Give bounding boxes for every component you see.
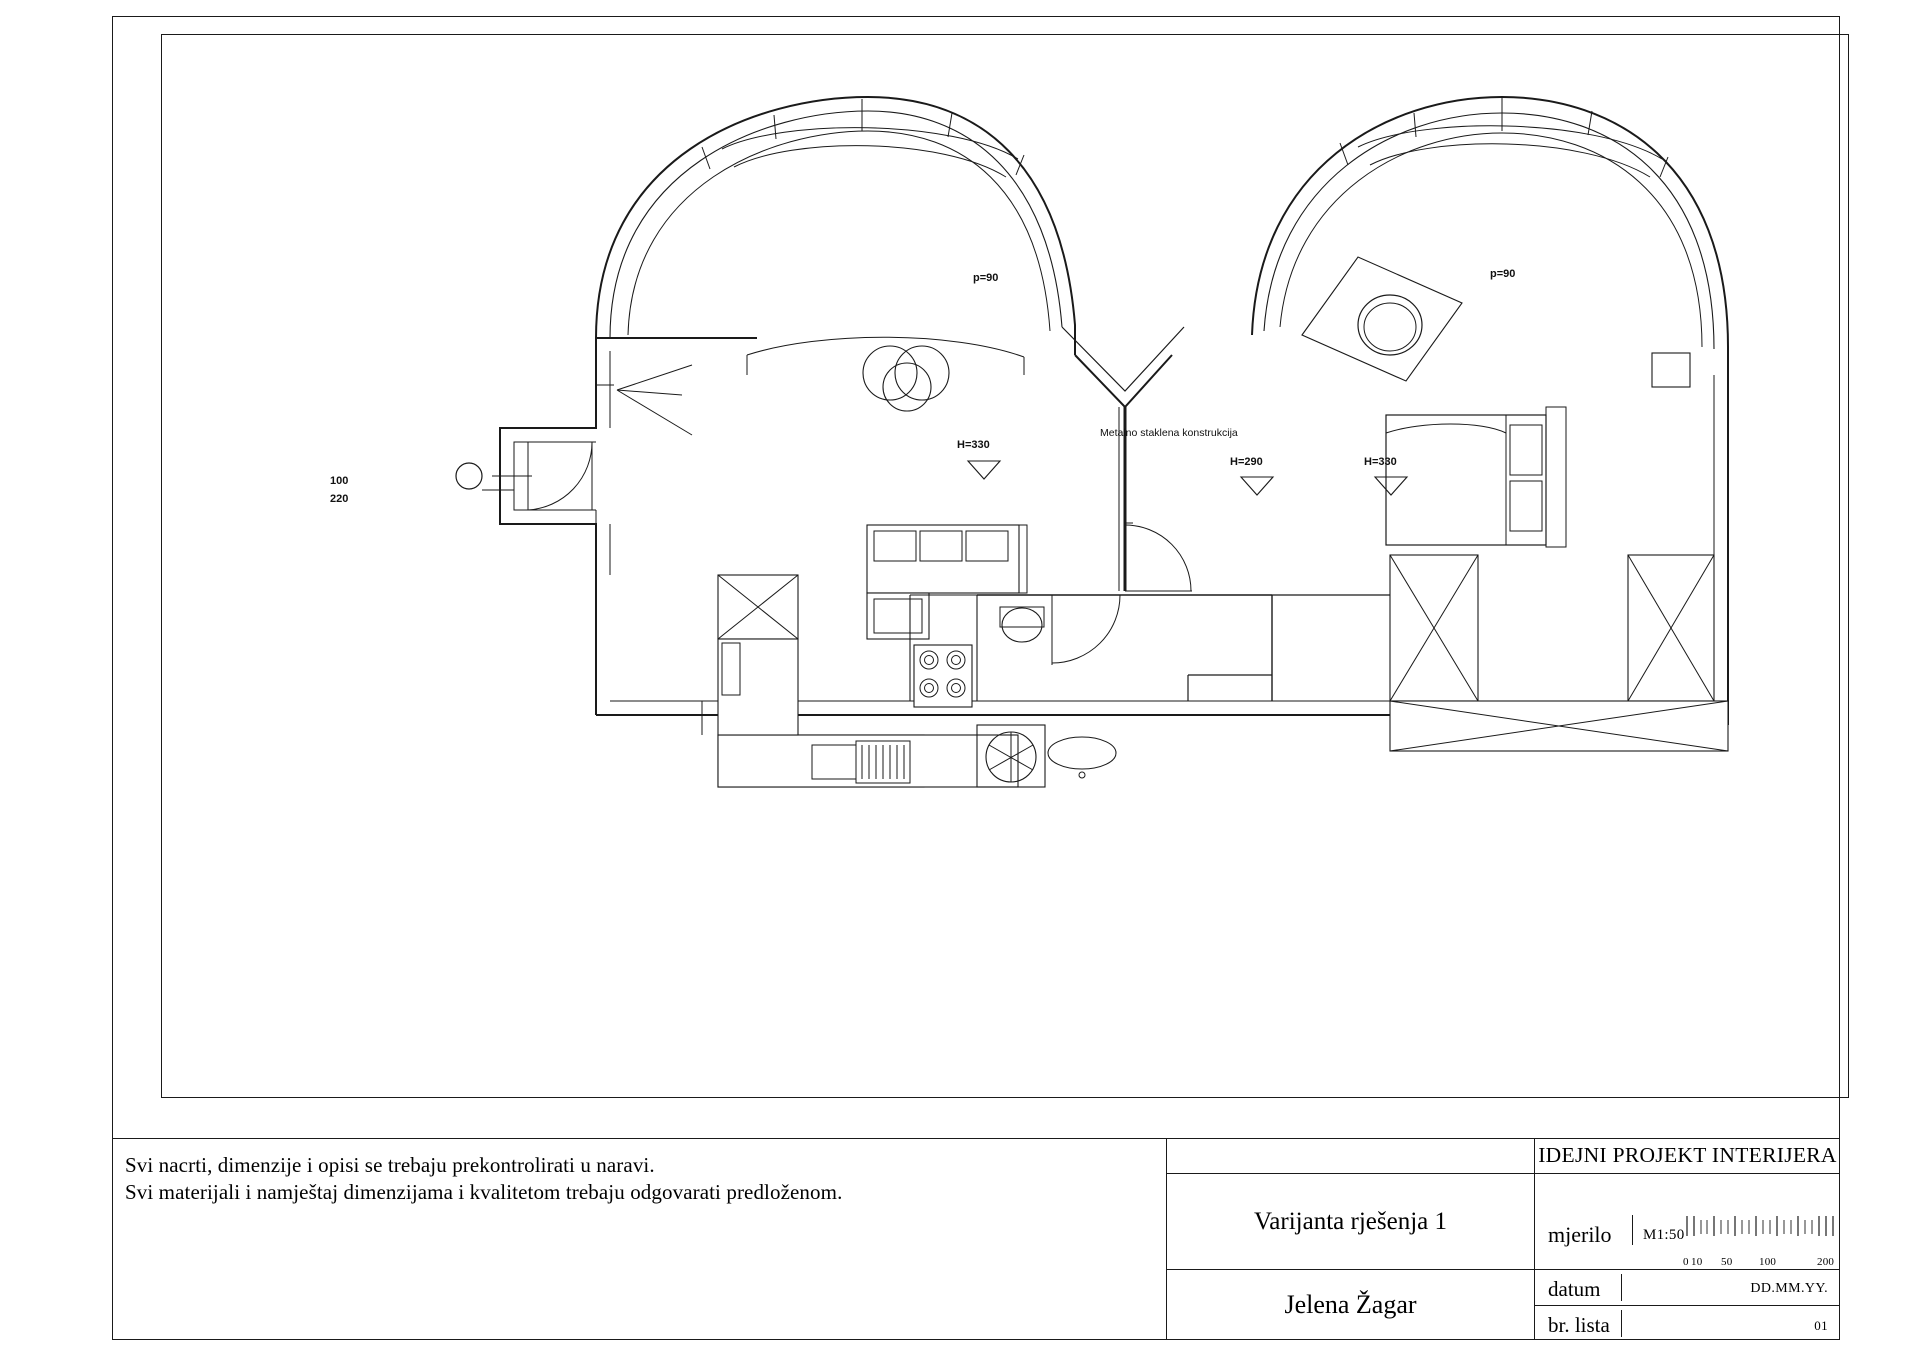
title-block-fields	[1167, 1138, 1840, 1340]
scale-divider	[1632, 1215, 1633, 1245]
general-notes	[112, 1138, 1167, 1340]
variant-label: Varijanta rješenja 1	[1254, 1207, 1447, 1235]
plan-label-height-330-living: H=330	[957, 439, 990, 451]
bathroom-furniture	[977, 595, 1272, 787]
scale-bar-icon	[1685, 1212, 1835, 1256]
scale-value: M1:50	[1643, 1227, 1685, 1243]
date-value: DD.MM.YY.	[1750, 1281, 1828, 1296]
author-name: Jelena Žagar	[1284, 1290, 1417, 1319]
project-title-cell	[1535, 1138, 1840, 1173]
variant-cell	[1167, 1174, 1535, 1270]
scale-tick-0: 0	[1683, 1256, 1689, 1268]
bedroom-furniture	[1272, 353, 1728, 751]
drawing-frame	[161, 34, 1849, 1098]
plan-label-height-290: H=290	[1230, 456, 1263, 468]
plan-label-door-height-220: 220	[330, 493, 349, 505]
title-row	[1167, 1138, 1840, 1174]
plan-label-metal-glass-structure: Metalno staklena konstrukcija	[1100, 427, 1238, 439]
date-label: datum	[1548, 1277, 1601, 1301]
plan-label-p90-left: p=90	[973, 272, 999, 284]
height-markers	[968, 461, 1407, 495]
plan-label-p90-right: p=90	[1490, 268, 1516, 280]
sheet-number-divider	[1621, 1310, 1622, 1337]
date-cell	[1535, 1270, 1840, 1306]
plan-label-height-330-bedroom: H=330	[1364, 456, 1397, 468]
note-line-1: Svi nacrti, dimenzije i opisi se trebaju prekontrolirati u naravi.	[125, 1153, 655, 1177]
floor-plan-drawing	[162, 35, 1849, 1098]
note-line-2: Svi materijali i namještaj dimenzijama i kvalitetom trebaju odgovarati predloženom.	[125, 1180, 843, 1204]
date-divider	[1621, 1274, 1622, 1301]
scale-tick-50: 50	[1721, 1256, 1733, 1268]
scale-tick-200: 200	[1817, 1256, 1835, 1268]
lounge-chair	[1302, 257, 1462, 381]
scale-label: mjerilo	[1548, 1222, 1612, 1247]
sheet-number-value: 01	[1814, 1318, 1828, 1333]
scale-bar-tick-labels	[1683, 1256, 1843, 1268]
plan-walls	[456, 97, 1728, 725]
kitchen-furniture	[702, 575, 1018, 787]
plan-label-door-width-100: 100	[330, 475, 349, 487]
sheet-number-cell	[1535, 1306, 1840, 1340]
title-row-blank-cell	[1167, 1138, 1535, 1173]
scale-tick-10: 10	[1691, 1256, 1703, 1268]
author-cell	[1167, 1270, 1535, 1340]
project-title: IDEJNI PROJEKT INTERIJERA	[1538, 1143, 1837, 1167]
scale-tick-100: 100	[1759, 1256, 1777, 1268]
scale-cell	[1535, 1174, 1840, 1270]
title-block	[112, 1138, 1840, 1340]
sheet-number-label: br. lista	[1548, 1313, 1610, 1337]
